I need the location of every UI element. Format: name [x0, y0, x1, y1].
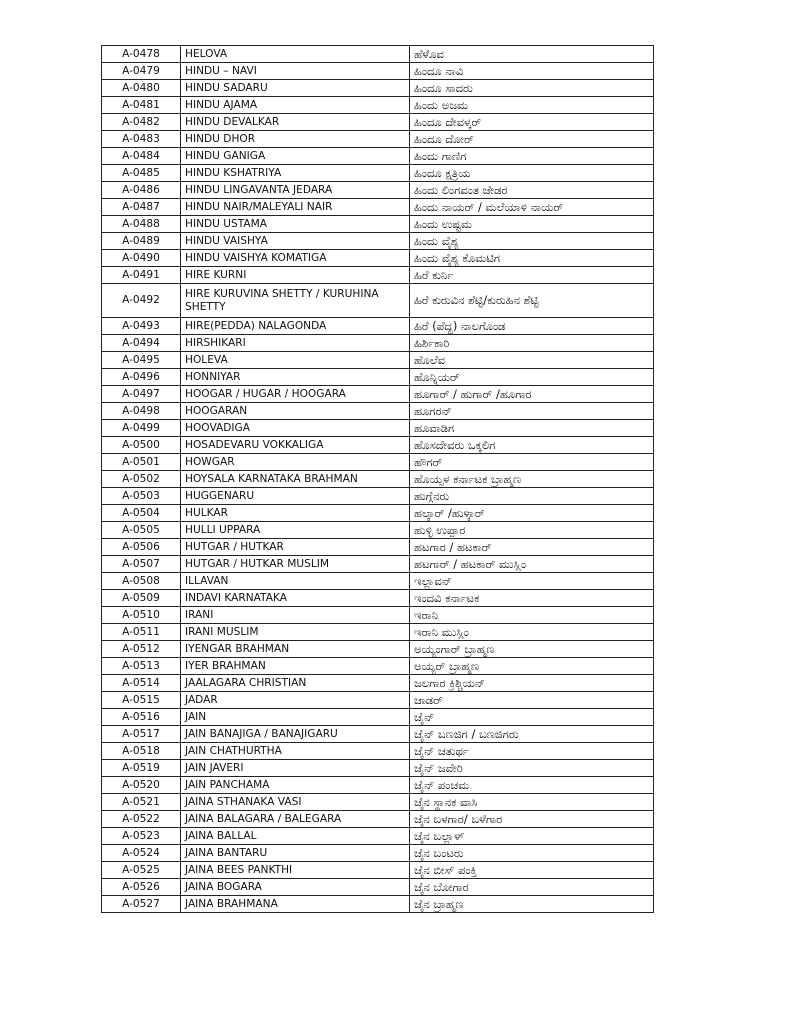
kannada-name-cell: ಜೈನ್ [410, 709, 654, 726]
table-row [102, 692, 654, 709]
code-cell: A-0484 [102, 148, 181, 165]
english-name-cell: JAINA BOGARA [181, 879, 410, 896]
table-row [102, 352, 654, 369]
english-name-cell: HUTGAR / HUTKAR [181, 539, 410, 556]
english-name-cell: JAINA STHANAKA VASI [181, 794, 410, 811]
english-name-cell: HOOGARAN [181, 403, 410, 420]
kannada-name-cell: ಹುಗ್ಗೆನರು [410, 488, 654, 505]
kannada-name-cell: ಹಿಂದು ಲಿಂಗವಂತ ಜೇಡರ [410, 182, 654, 199]
code-cell: A-0487 [102, 199, 181, 216]
code-cell: A-0479 [102, 63, 181, 80]
kannada-name-cell: ಹಿರೆ ಕುರ್ನಿ [410, 267, 654, 284]
kannada-name-cell: ಹೆಳೊವ [410, 46, 654, 63]
table-row [102, 573, 654, 590]
table-row [102, 403, 654, 420]
code-cell: A-0481 [102, 97, 181, 114]
kannada-name-cell: ಜೈನ್ ಜವೇರಿ [410, 760, 654, 777]
code-cell: A-0509 [102, 590, 181, 607]
code-cell: A-0488 [102, 216, 181, 233]
code-cell: A-0524 [102, 845, 181, 862]
english-name-cell: HINDU VAISHYA [181, 233, 410, 250]
kannada-name-cell: ಜೈನ ಬೋಗಾರ [410, 879, 654, 896]
table-row [102, 709, 654, 726]
english-name-cell: JAALAGARA CHRISTIAN [181, 675, 410, 692]
table-row [102, 658, 654, 675]
code-cell: A-0483 [102, 131, 181, 148]
table-row [102, 777, 654, 794]
kannada-name-cell: ಜೈನ ಬೀಸ್ ಪಂಕ್ತಿ [410, 862, 654, 879]
code-cell: A-0495 [102, 352, 181, 369]
table-row [102, 760, 654, 777]
english-name-cell: HIRSHIKARI [181, 335, 410, 352]
code-cell: A-0516 [102, 709, 181, 726]
code-cell: A-0498 [102, 403, 181, 420]
code-cell: A-0485 [102, 165, 181, 182]
table-row [102, 539, 654, 556]
kannada-name-cell: ಅಯ್ಯಂಗಾರ್ ಬ್ರಾಹ್ಮಣ [410, 641, 654, 658]
table-row [102, 318, 654, 335]
english-name-cell: HINDU DEVALKAR [181, 114, 410, 131]
kannada-name-cell: ಹೌಗರ್ [410, 454, 654, 471]
table-row [102, 488, 654, 505]
table-row [102, 675, 654, 692]
english-name-cell: HOSADEVARU VOKKALIGA [181, 437, 410, 454]
code-cell: A-0508 [102, 573, 181, 590]
kannada-name-cell: ಜೈನ್ ಪಂಚಮ [410, 777, 654, 794]
code-cell: A-0499 [102, 420, 181, 437]
table-row [102, 335, 654, 352]
caste-list-table [101, 45, 654, 913]
kannada-name-cell: ಹಿಂದು ವೈಶ್ಯ ಕೊಮಟಿಗ [410, 250, 654, 267]
english-name-cell: INDAVI KARNATAKA [181, 590, 410, 607]
table-row [102, 862, 654, 879]
table-row [102, 233, 654, 250]
english-name-cell: ILLAVAN [181, 573, 410, 590]
english-name-cell: JAINA BRAHMANA [181, 896, 410, 913]
english-name-cell: HOYSALA KARNATAKA BRAHMAN [181, 471, 410, 488]
kannada-name-cell: ಜೈನ್ ಚತುರ್ಥ [410, 743, 654, 760]
english-name-cell: JAINA BANTARU [181, 845, 410, 862]
english-name-cell: HINDU – NAVI [181, 63, 410, 80]
kannada-name-cell: ಜೈನ ಸ್ಥಾನಕ ವಾಸಿ [410, 794, 654, 811]
kannada-name-cell: ಹಿಂದೂ ದೋರ್ [410, 131, 654, 148]
english-name-cell: JAIN JAVERI [181, 760, 410, 777]
code-cell: A-0478 [102, 46, 181, 63]
kannada-name-cell: ಇಂದವಿ ಕರ್ನಾಟಕ [410, 590, 654, 607]
code-cell: A-0527 [102, 896, 181, 913]
kannada-name-cell: ಅಯ್ಯರ್ ಬ್ರಾಹ್ಮಣ [410, 658, 654, 675]
table-body [102, 46, 654, 913]
code-cell: A-0502 [102, 471, 181, 488]
english-name-cell: HELOVA [181, 46, 410, 63]
table-row [102, 420, 654, 437]
kannada-name-cell: ಹೂಗಾರ್ / ಹುಗಾರ್ /ಹೂಗಾರ [410, 386, 654, 403]
kannada-name-cell: ಹೊಸದೇವರು ಒಕ್ಕಲಿಗ [410, 437, 654, 454]
kannada-name-cell: ಹೂಗರನ್ [410, 403, 654, 420]
kannada-name-cell: ಹಲ್ಕಾರ್ /ಹುಳ್ಕಾರ್ [410, 505, 654, 522]
code-cell: A-0489 [102, 233, 181, 250]
table-row [102, 165, 654, 182]
table-row [102, 794, 654, 811]
english-name-cell: HIRE KURNI [181, 267, 410, 284]
kannada-name-cell: ಹೊನ್ನಿಯರ್ [410, 369, 654, 386]
english-name-cell: JAINA BALLAL [181, 828, 410, 845]
table-row [102, 80, 654, 97]
kannada-name-cell: ಹುಳ್ಳಿ ಉಪ್ಪಾರ [410, 522, 654, 539]
english-name-cell: JAIN CHATHURTHA [181, 743, 410, 760]
english-name-cell: JAIN BANAJIGA / BANAJIGARU [181, 726, 410, 743]
code-cell: A-0511 [102, 624, 181, 641]
kannada-name-cell: ಜಲಗಾರ ಕ್ರಿಶ್ಚಿಯನ್ [410, 675, 654, 692]
english-name-cell: HUTGAR / HUTKAR MUSLIM [181, 556, 410, 573]
table-row [102, 811, 654, 828]
table-row [102, 216, 654, 233]
code-cell: A-0482 [102, 114, 181, 131]
table-row [102, 471, 654, 488]
english-name-cell: HULLI UPPARA [181, 522, 410, 539]
english-name-cell: HIRE(PEDDA) NALAGONDA [181, 318, 410, 335]
kannada-name-cell: ಹಿರೆ ಕುರುವಿನ ಶೆಟ್ಟಿ/ಕುರುಹಿನ ಶೆಟ್ಟಿ [410, 284, 654, 318]
table-row [102, 46, 654, 63]
kannada-name-cell: ಹಿರ್ಶಿಕಾರಿ [410, 335, 654, 352]
kannada-name-cell: ಇರಾನಿ ಮುಸ್ಲಿಂ [410, 624, 654, 641]
code-cell: A-0494 [102, 335, 181, 352]
english-name-cell: IRANI MUSLIM [181, 624, 410, 641]
english-name-cell: IYENGAR BRAHMAN [181, 641, 410, 658]
english-name-cell: HULKAR [181, 505, 410, 522]
english-name-cell: HINDU SADARU [181, 80, 410, 97]
code-cell: A-0497 [102, 386, 181, 403]
table-row [102, 437, 654, 454]
table-row [102, 641, 654, 658]
kannada-name-cell: ಹಿಂದೂ ನಾವಿ [410, 63, 654, 80]
table-row [102, 250, 654, 267]
english-name-cell: JAIN PANCHAMA [181, 777, 410, 794]
english-name-cell: HINDU LINGAVANTA JEDARA [181, 182, 410, 199]
table-row [102, 369, 654, 386]
table-row [102, 182, 654, 199]
table-row [102, 97, 654, 114]
english-name-cell: HINDU GANIGA [181, 148, 410, 165]
kannada-name-cell: ಹೊಲೆವ [410, 352, 654, 369]
code-cell: A-0517 [102, 726, 181, 743]
code-cell: A-0503 [102, 488, 181, 505]
code-cell: A-0504 [102, 505, 181, 522]
english-name-cell: JADAR [181, 692, 410, 709]
kannada-name-cell: ಇಲ್ಲಾವನ್ [410, 573, 654, 590]
table-row [102, 896, 654, 913]
code-cell: A-0501 [102, 454, 181, 471]
kannada-name-cell: ಜಾಡರ್ [410, 692, 654, 709]
english-name-cell: JAIN [181, 709, 410, 726]
kannada-name-cell: ಹಿಂದು ಅಜಮ [410, 97, 654, 114]
kannada-name-cell: ಹಟಗಾರ್ / ಹಟಕಾರ್ ಮುಸ್ಲಿಂ [410, 556, 654, 573]
english-name-cell: JAINA BEES PANKTHI [181, 862, 410, 879]
kannada-name-cell: ಹಟಗಾರ / ಹಟಕಾರ್ [410, 539, 654, 556]
table-row [102, 828, 654, 845]
kannada-name-cell: ಹೂವಾಡಿಗ [410, 420, 654, 437]
kannada-name-cell: ಜೈನ ಬಂಟರು [410, 845, 654, 862]
code-cell: A-0513 [102, 658, 181, 675]
code-cell: A-0480 [102, 80, 181, 97]
kannada-name-cell: ಜೈನ ಬ್ರಾಹ್ಮಣ [410, 896, 654, 913]
table-row [102, 454, 654, 471]
kannada-name-cell: ಜೈನ ಬಲ್ಲಾಳ್ [410, 828, 654, 845]
code-cell: A-0512 [102, 641, 181, 658]
table-row [102, 556, 654, 573]
code-cell: A-0507 [102, 556, 181, 573]
table-row [102, 743, 654, 760]
code-cell: A-0492 [102, 284, 181, 318]
code-cell: A-0500 [102, 437, 181, 454]
kannada-name-cell: ಜೈನ ಬಳಗಾರ/ ಬಳೆಗಾರ [410, 811, 654, 828]
english-name-cell: HONNIYAR [181, 369, 410, 386]
code-cell: A-0491 [102, 267, 181, 284]
table-row [102, 63, 654, 80]
table-row [102, 114, 654, 131]
table-row [102, 284, 654, 318]
kannada-name-cell: ಇರಾನಿ [410, 607, 654, 624]
english-name-cell: IYER BRAHMAN [181, 658, 410, 675]
table-row [102, 199, 654, 216]
code-cell: A-0493 [102, 318, 181, 335]
table-row [102, 148, 654, 165]
table-row [102, 726, 654, 743]
kannada-name-cell: ಹಿಂದು ಗಾಣಿಗ [410, 148, 654, 165]
kannada-name-cell: ಹಿಂದು ಉಷ್ಟಮ [410, 216, 654, 233]
english-name-cell: JAINA BALAGARA / BALEGARA [181, 811, 410, 828]
code-cell: A-0506 [102, 539, 181, 556]
english-name-cell: HOWGAR [181, 454, 410, 471]
code-cell: A-0505 [102, 522, 181, 539]
code-cell: A-0515 [102, 692, 181, 709]
english-name-cell: HINDU DHOR [181, 131, 410, 148]
english-name-cell: HINDU USTAMA [181, 216, 410, 233]
kannada-name-cell: ಹಿಂದೂ ದೇವಳ್ಕರ್ [410, 114, 654, 131]
code-cell: A-0521 [102, 794, 181, 811]
table-row [102, 607, 654, 624]
code-cell: A-0510 [102, 607, 181, 624]
english-name-cell: IRANI [181, 607, 410, 624]
code-cell: A-0522 [102, 811, 181, 828]
code-cell: A-0523 [102, 828, 181, 845]
code-cell: A-0526 [102, 879, 181, 896]
code-cell: A-0518 [102, 743, 181, 760]
kannada-name-cell: ಹಿಂದು ವೈಶ್ಯ [410, 233, 654, 250]
table-row [102, 590, 654, 607]
table-row [102, 879, 654, 896]
table-row [102, 267, 654, 284]
kannada-name-cell: ಹಿರೆ (ಪೆದ್ದ) ನಾಲಗೊಂಡ [410, 318, 654, 335]
english-name-cell: HINDU VAISHYA KOMATIGA [181, 250, 410, 267]
english-name-cell: HINDU AJAMA [181, 97, 410, 114]
table-row [102, 386, 654, 403]
english-name-cell: HINDU NAIR/MALEYALI NAIR [181, 199, 410, 216]
table-row [102, 505, 654, 522]
code-cell: A-0490 [102, 250, 181, 267]
code-cell: A-0525 [102, 862, 181, 879]
code-cell: A-0514 [102, 675, 181, 692]
english-name-cell: HOLEVA [181, 352, 410, 369]
kannada-name-cell: ಹೊಯ್ಸಳ ಕರ್ನಾಟಕ ಬ್ರಾಹ್ಮಣ [410, 471, 654, 488]
english-name-cell: HOOVADIGA [181, 420, 410, 437]
code-cell: A-0520 [102, 777, 181, 794]
table-row [102, 624, 654, 641]
english-name-cell: HIRE KURUVINA SHETTY / KURUHINA SHETTY [181, 284, 410, 318]
code-cell: A-0519 [102, 760, 181, 777]
code-cell: A-0496 [102, 369, 181, 386]
kannada-name-cell: ಹಿಂದೂ ಸಾದರು [410, 80, 654, 97]
english-name-cell: HUGGENARU [181, 488, 410, 505]
kannada-name-cell: ಜೈನ್ ಬಣಜಿಗ / ಬಣಜಿಗರು [410, 726, 654, 743]
code-cell: A-0486 [102, 182, 181, 199]
table-row [102, 131, 654, 148]
kannada-name-cell: ಹಿಂದು ನಾಯರ್ / ಮಲೆಯಾಳಿ ನಾಯರ್ [410, 199, 654, 216]
table-row [102, 522, 654, 539]
kannada-name-cell: ಹಿಂದೂ ಕ್ಷತ್ರಿಯ [410, 165, 654, 182]
english-name-cell: HINDU KSHATRIYA [181, 165, 410, 182]
english-name-cell: HOOGAR / HUGAR / HOOGARA [181, 386, 410, 403]
table-row [102, 845, 654, 862]
